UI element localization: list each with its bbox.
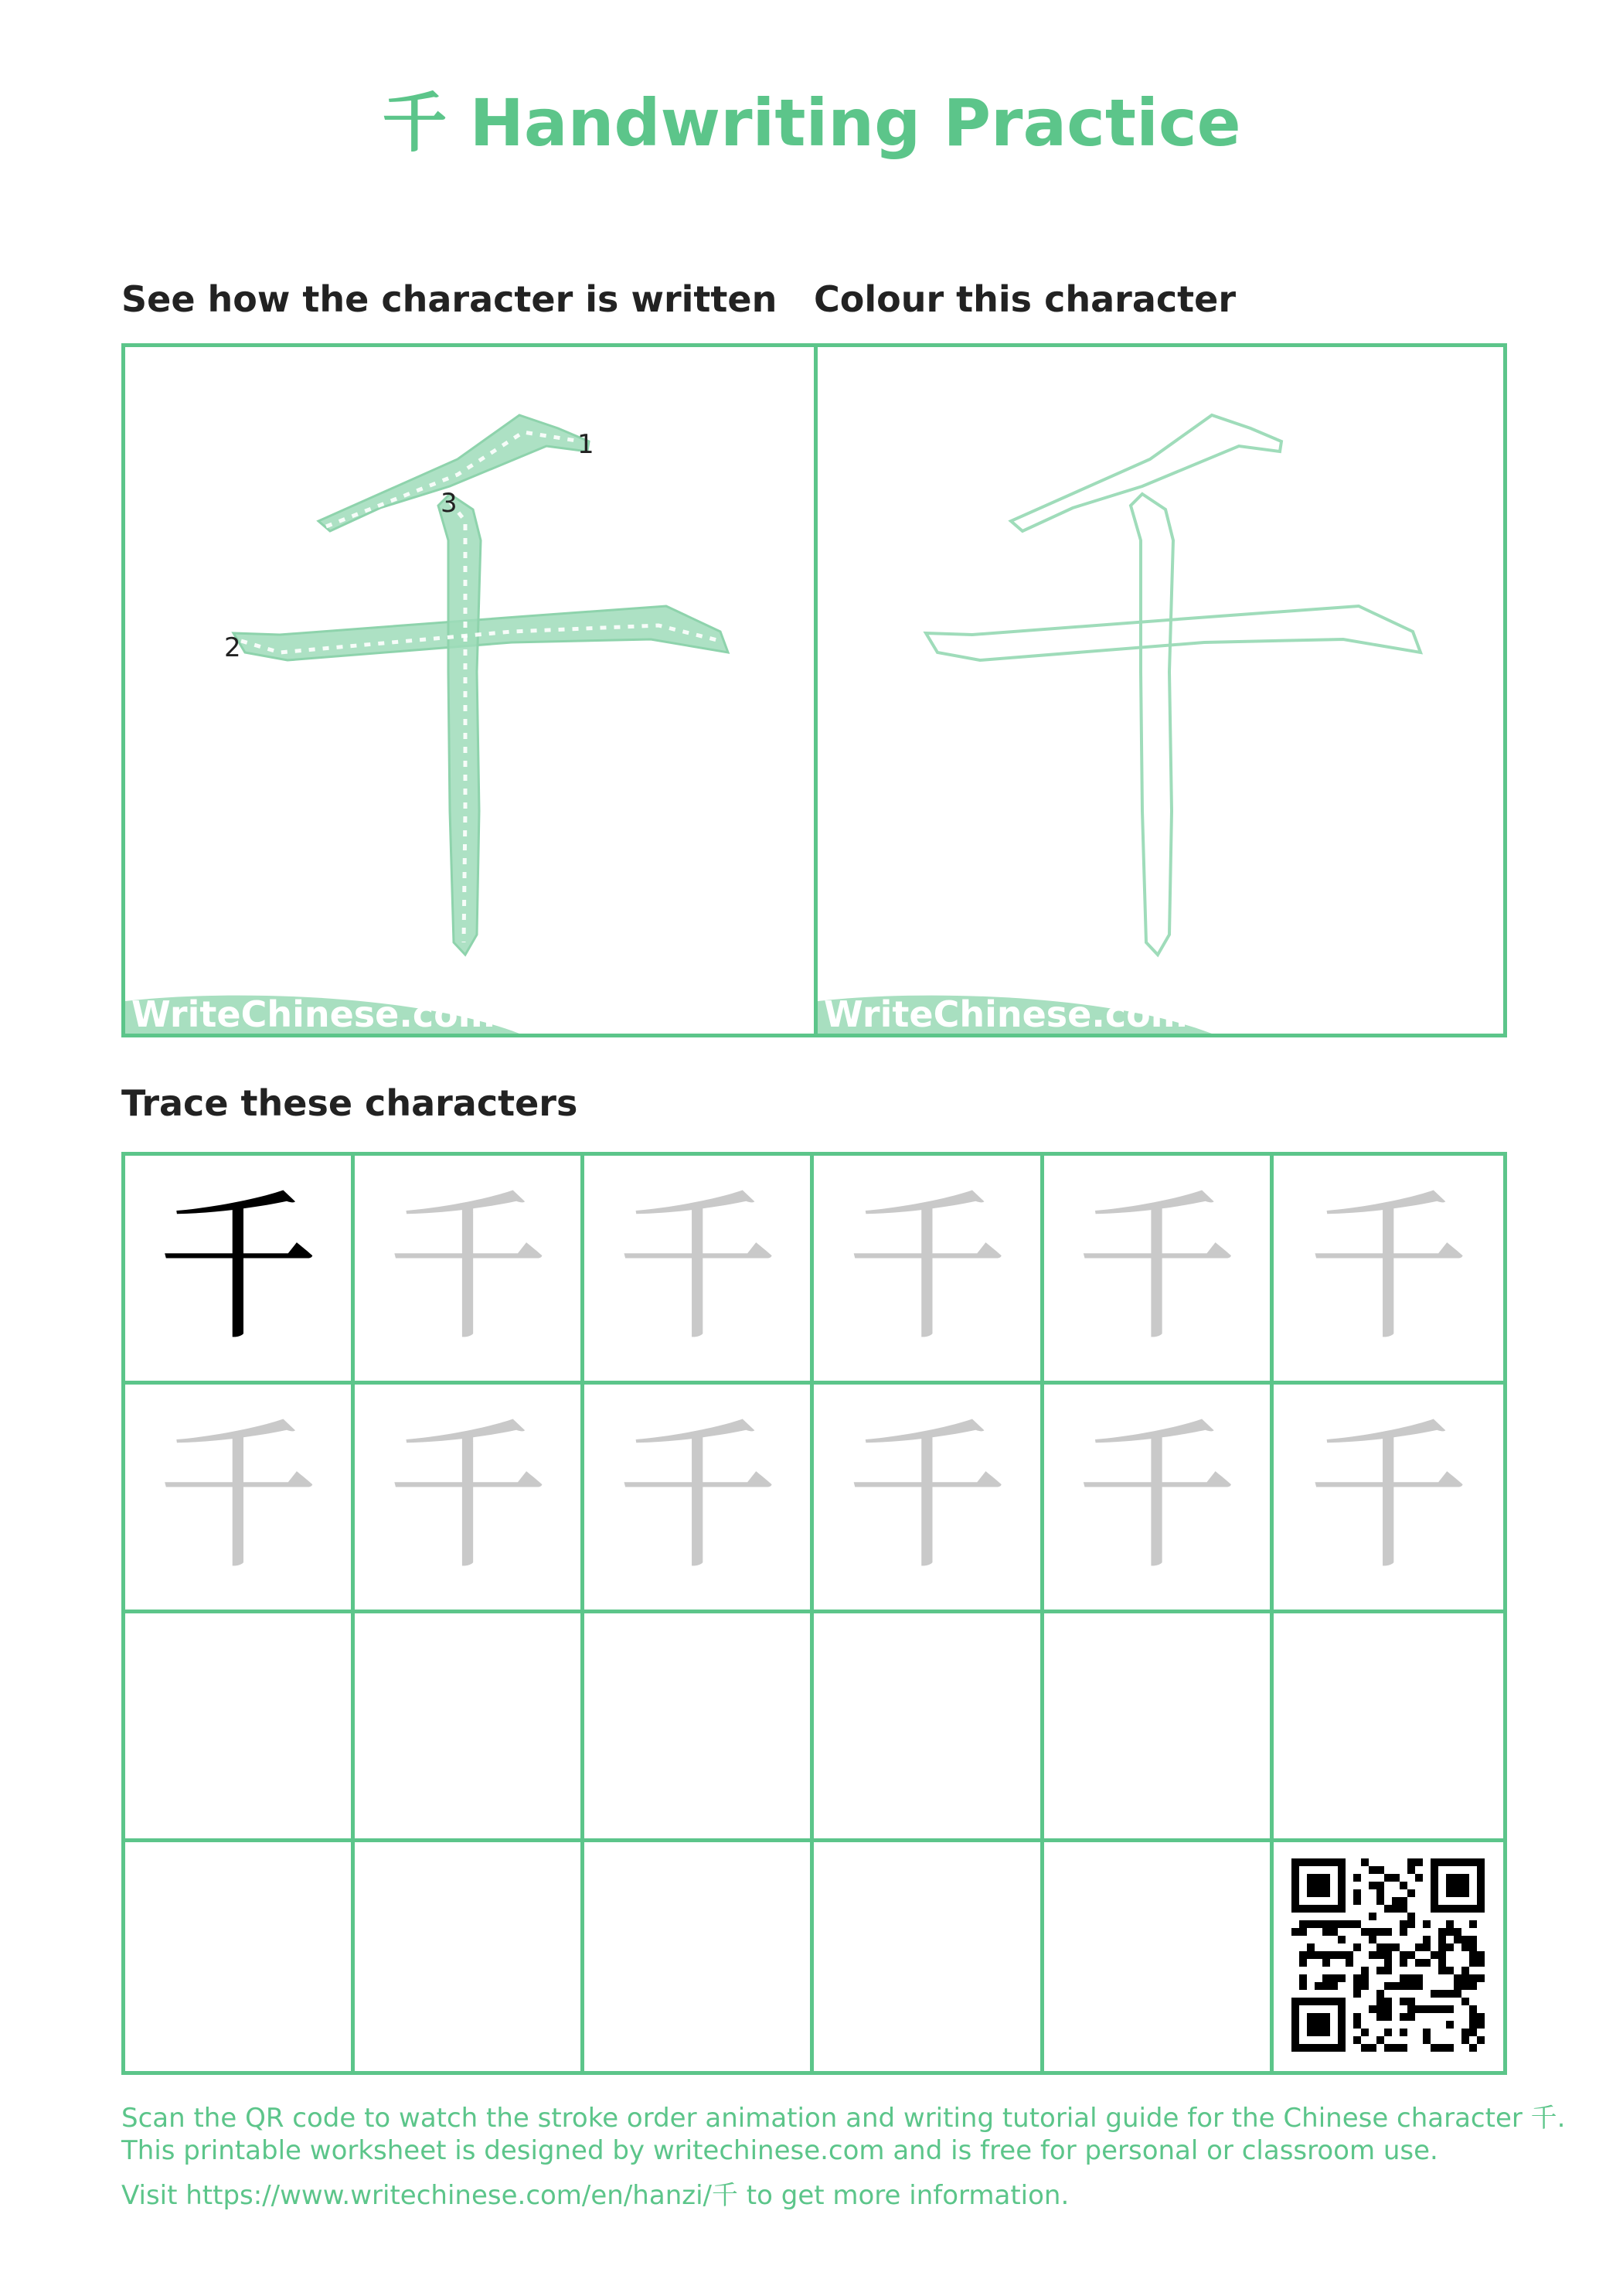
qr-code-icon bbox=[1291, 1858, 1485, 2055]
grid-cell[interactable] bbox=[584, 1613, 814, 1842]
grid-cell[interactable] bbox=[584, 1842, 814, 2071]
stroke-order-panel bbox=[121, 343, 818, 1037]
footer-line-2: This printable worksheet is designed by writechinese.com and is free for personal or classroom use. bbox=[121, 2135, 1438, 2166]
stroke-3 bbox=[438, 494, 481, 955]
trace-grid bbox=[121, 1152, 1507, 2075]
grid-cell[interactable] bbox=[584, 1385, 814, 1613]
grid-cell[interactable] bbox=[1044, 1156, 1274, 1385]
grid-cell[interactable] bbox=[814, 1613, 1043, 1842]
stroke-order-label: See how the character is written bbox=[121, 278, 777, 320]
colour-panel bbox=[814, 343, 1507, 1037]
trace-character: 千 bbox=[616, 1173, 779, 1363]
stroke-number-2: 2 bbox=[224, 632, 241, 663]
grid-cell[interactable] bbox=[355, 1156, 584, 1385]
trace-character: 千 bbox=[1307, 1173, 1470, 1363]
grid-cell[interactable] bbox=[1044, 1842, 1274, 2071]
grid-cell[interactable] bbox=[1274, 1156, 1503, 1385]
grid-cell[interactable] bbox=[125, 1385, 355, 1613]
grid-cell[interactable] bbox=[1044, 1385, 1274, 1613]
trace-character: 千 bbox=[616, 1402, 779, 1592]
stroke-number-3: 3 bbox=[441, 488, 458, 519]
footer-line-3: Visit https://www.writechinese.com/en/hanzi/千 to get more information. bbox=[121, 2180, 1070, 2211]
trace-character: 千 bbox=[1075, 1173, 1238, 1363]
grid-cell[interactable] bbox=[814, 1385, 1043, 1613]
watermark-text: WriteChinese.com bbox=[131, 993, 495, 1035]
trace-character: 千 bbox=[1075, 1402, 1238, 1592]
grid-cell[interactable] bbox=[355, 1842, 584, 2071]
grid-cell[interactable] bbox=[355, 1385, 584, 1613]
trace-character: 千 bbox=[1307, 1402, 1470, 1592]
grid-cell[interactable] bbox=[355, 1613, 584, 1842]
grid-cell[interactable] bbox=[1274, 1385, 1503, 1613]
trace-character: 千 bbox=[386, 1402, 550, 1592]
grid-cell[interactable] bbox=[1044, 1613, 1274, 1842]
colour-label: Colour this character bbox=[814, 278, 1237, 320]
qr-cell bbox=[1274, 1842, 1503, 2071]
trace-character: 千 bbox=[846, 1402, 1009, 1592]
model-character: 千 bbox=[157, 1173, 320, 1363]
trace-label: Trace these characters bbox=[121, 1082, 578, 1124]
grid-cell[interactable] bbox=[814, 1156, 1043, 1385]
grid-cell[interactable] bbox=[814, 1842, 1043, 2071]
footer-line-1: Scan the QR code to watch the stroke order animation and writing tutorial guide for the Chinese character 千. bbox=[121, 2103, 1566, 2134]
grid-cell[interactable] bbox=[125, 1842, 355, 2071]
grid-cell[interactable] bbox=[1274, 1613, 1503, 1842]
trace-character: 千 bbox=[157, 1402, 320, 1592]
grid-cell[interactable] bbox=[125, 1156, 355, 1385]
stroke-order-diagram bbox=[125, 347, 814, 1034]
grid-cell[interactable] bbox=[584, 1156, 814, 1385]
trace-character: 千 bbox=[386, 1173, 550, 1363]
trace-character: 千 bbox=[846, 1173, 1009, 1363]
watermark-text: WriteChinese.com bbox=[824, 993, 1188, 1035]
page-title: 千 Handwriting Practice bbox=[382, 85, 1241, 161]
grid-cell[interactable] bbox=[125, 1613, 355, 1842]
stroke-number-1: 1 bbox=[577, 429, 594, 460]
outline-character bbox=[818, 347, 1503, 1034]
